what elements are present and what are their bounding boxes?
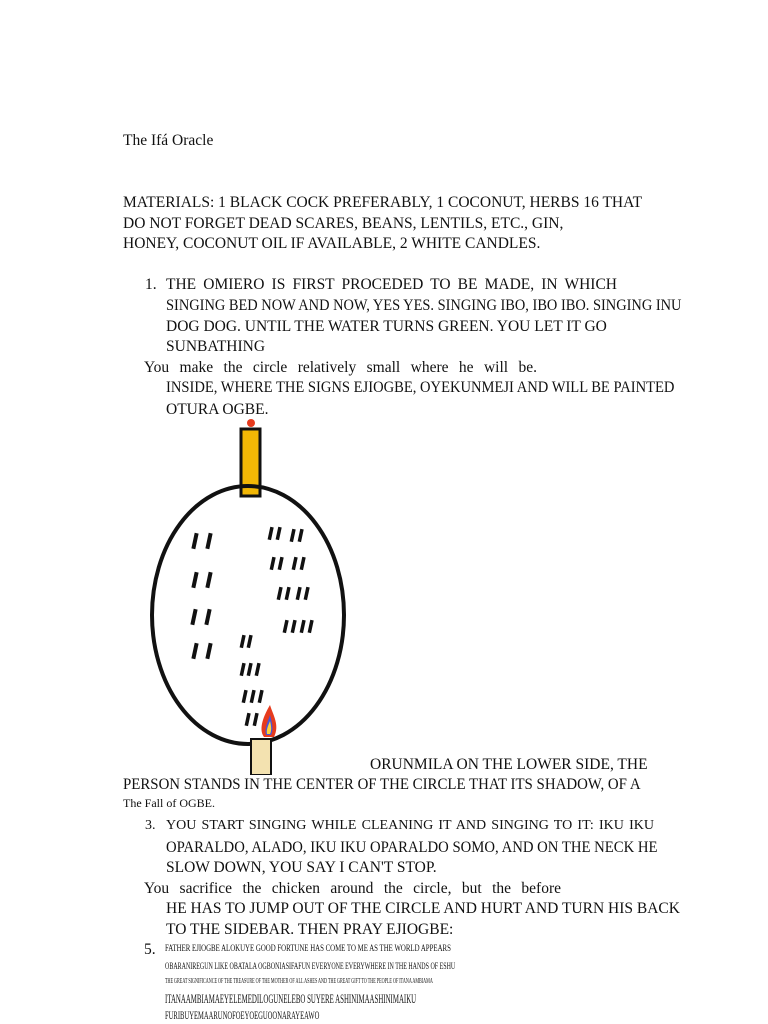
ejiogbe-sign <box>190 533 212 659</box>
step-3-number: 3. <box>145 818 156 833</box>
step-5-number: 5. <box>144 941 156 958</box>
step-5-line-4: ITANAAMBIAMAEYELEMEDILOGUNELEBO SUYERE ASHINIMAASHINIMAIKU <box>165 992 417 1006</box>
step-5-line-3: THE GREAT SIGNIFICANCE OF THE TREASURE OF THE MOTHER OF ALL ASHES AND THE GREAT GIFT TO THE PEOPLE OF ITANA AMBIAMA <box>165 977 433 985</box>
step-1-number: 1. <box>145 276 157 293</box>
ritual-circle-outline <box>152 486 344 744</box>
materials-line-3: HONEY, COCONUT OIL IF AVAILABLE, 2 WHITE CANDLES. <box>123 235 541 252</box>
sacrifice-line-1: You sacrifice the chicken around the circle, but the before <box>144 880 561 897</box>
step-5-line-2: OBARANIREGUN LIKE OBATALA OGBONIASIFAFUN EVERYONE EVERYWHERE IN THE HANDS OF ESHU <box>165 962 456 972</box>
oyekunmeji-sign <box>268 527 314 633</box>
step-1-line-1: THE OMIERO IS FIRST PROCEDED TO BE MADE, IN WHICH <box>166 276 617 293</box>
step-1-line-3: DOG DOG. UNTIL THE WATER TURNS GREEN. YOU LET IT GO <box>166 318 607 335</box>
page-title: The Ifá Oracle <box>123 132 214 149</box>
step-5-line-1: FATHER EJIOGBE ALOKUYE GOOD FORTUNE HAS COME TO ME AS THE WORLD APPEARS <box>165 944 451 954</box>
ifa-circle-diagram <box>140 415 360 775</box>
sacrifice-line-3: TO THE SIDEBAR. THEN PRAY EJIOGBE: <box>166 921 454 938</box>
step-3-line-2: OPARALDO, ALADO, IKU IKU OPARALDO SOMO, AND ON THE NECK HE <box>166 839 658 856</box>
circle-text-line-2: INSIDE, WHERE THE SIGNS EJIOGBE, OYEKUNMEJI AND WILL BE PAINTED <box>166 379 675 396</box>
sacrifice-line-2: HE HAS TO JUMP OUT OF THE CIRCLE AND HURT AND TURN HIS BACK <box>166 900 680 917</box>
materials-line-1: MATERIALS: 1 BLACK COCK PREFERABLY, 1 COCONUT, HERBS 16 THAT <box>123 194 643 211</box>
step-1-line-2: SINGING BED NOW AND NOW, YES YES. SINGING IBO, IBO IBO. SINGING INU <box>166 297 682 314</box>
orunmila-line-2: PERSON STANDS IN THE CENTER OF THE CIRCLE THAT ITS SHADOW, OF A <box>123 776 641 793</box>
step-1-line-4: SUNBATHING <box>166 338 266 355</box>
materials-line-2: DO NOT FORGET DEAD SCARES, BEANS, LENTILS, ETC., GIN, <box>123 215 564 232</box>
step-3-line-1: YOU START SINGING WHILE CLEANING IT AND SINGING TO IT: IKU IKU <box>166 818 654 833</box>
step-3-line-3: SLOW DOWN, YOU SAY I CAN'T STOP. <box>166 859 437 876</box>
circle-text-line-3: OTURA OGBE. <box>166 401 269 418</box>
otura-ogbe-sign <box>240 635 264 726</box>
circle-text-line-1: You make the circle relatively small where he will be. <box>144 359 537 376</box>
orunmila-line-3: The Fall of OGBE. <box>123 796 215 810</box>
orunmila-line-1: ORUNMILA ON THE LOWER SIDE, THE <box>370 756 648 773</box>
step-5-line-5: FURIBUYEMAARUNOFOEYOEGUOONARAYEAWO <box>165 1008 320 1022</box>
